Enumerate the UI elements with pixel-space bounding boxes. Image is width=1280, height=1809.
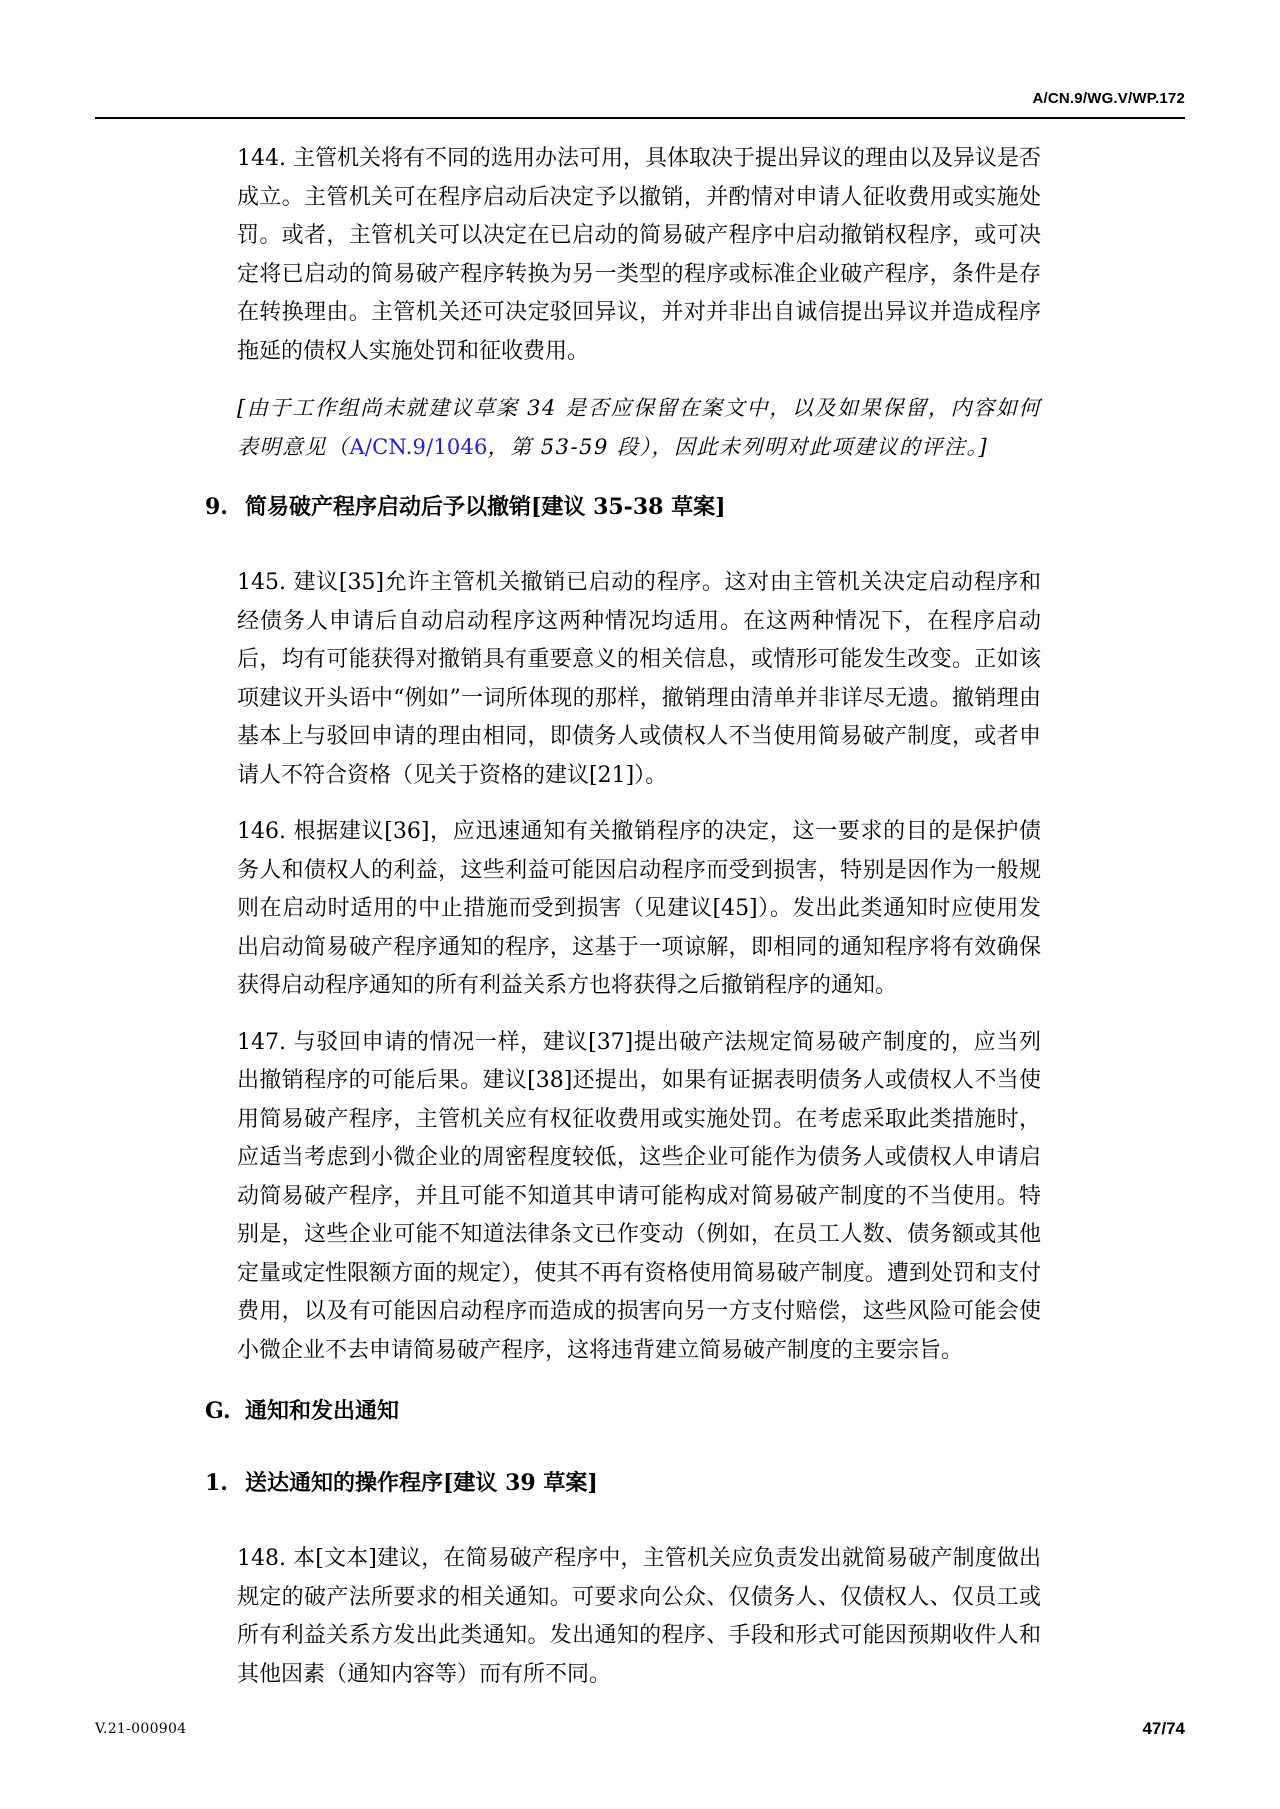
section-heading-9 [205, 492, 1041, 522]
header-rule [95, 117, 1185, 119]
document-body [205, 140, 1041, 1712]
section-title: 通知和发出通知 [245, 1398, 400, 1424]
page-number: 47/74 [1142, 1719, 1185, 1738]
section-number: G. [205, 1398, 231, 1424]
section-heading-1 [205, 1468, 1041, 1498]
editorial-note [237, 389, 1041, 466]
section-number: 1. [205, 1470, 228, 1496]
section-title: 送达通知的操作程序[建议 39 草案] [245, 1470, 598, 1496]
section-number: 9. [205, 494, 228, 520]
paragraph-148: 148. 本[文本]建议，在简易破产程序中，主管机关应负责发出就简易破产制度做出规定的破产法所要求的相关通知。可要求向公众、仅债务人、仅债权人、仅员工或所有利益关系方发出此类通知。发出通知的程序、手段和形式可能因预期收件人和其他因素（通知内容等）而有所不同。 [237, 1546, 1041, 1687]
paragraph-145: 145. 建议[35]允许主管机关撤销已启动的程序。这对由主管机关决定启动程序和经债务人申请后自动启动程序这两种情况均适用。在这两种情况下，在程序启动后，均有可能获得对撤销具有重要意义的相关信息，或情形可能发生改变。正如该项建议开头语中“例如”一词所体现的那样，撤销理由清单并非详尽无遗。撤销理由基本上与驳回申请的理由相同，即债务人或债权人不当使用简易破产制度，或者申请人不符合资格（见关于资格的建议[21]）。 [237, 570, 1041, 788]
document-symbol: A/CN.9/WG.V/WP.172 [1032, 90, 1185, 107]
section-title: 简易破产程序启动后予以撤销[建议 35-38 草案] [245, 494, 726, 520]
editorial-note-text-before: [由于工作组尚未就建议草案 34 是否应保留在案文中，以及如果保留，内容如何表明意见（ [237, 396, 1041, 459]
paragraph-144: 144. 主管机关将有不同的选用办法可用，具体取决于提出异议的理由以及异议是否成立。主管机关可在程序启动后决定予以撤销，并酌情对申请人征收费用或实施处罚。或者，主管机关可以决定在已启动的简易破产程序中启动撤销权程序，或可决定将已启动的简易破产程序转换为另一类型的程序或标准企业破产程序，条件是存在转换理由。主管机关还可决定驳回异议，并对并非出自诚信提出异议并造成程序拖延的债权人实施处罚和征收费用。 [237, 146, 1041, 364]
paragraph-147: 147. 与驳回申请的情况一样，建议[37]提出破产法规定简易破产制度的，应当列出撤销程序的可能后果。建议[38]还提出，如果有证据表明债务人或债权人不当使用简易破产程序，主管机关应有权征收费用或实施处罚。在考虑采取此类措施时，应适当考虑到小微企业的周密程度较低，这些企业可能作为债务人或债权人申请启动简易破产程序，并且可能不知道其申请可能构成对简易破产制度的不当使用。特别是，这些企业可能不知道法律条文已作变动（例如，在员工人数、债务额或其他定量或定性限额方面的规定），使其不再有资格使用简易破产制度。遭到处罚和支付费用，以及有可能因启动程序而造成的损害向另一方支付赔偿，这些风险可能会使小微企业不去申请简易破产程序，这将违背建立简易破产制度的主要宗旨。 [237, 1029, 1041, 1363]
section-heading-G [205, 1396, 1041, 1426]
job-number: V.21-000904 [95, 1721, 187, 1737]
paragraph-146: 146. 根据建议[36]，应迅速通知有关撤销程序的决定，这一要求的目的是保护债务人和债权人的利益，这些利益可能因启动程序而受到损害，特别是因作为一般规则在启动时适用的中止措施而受到损害（见建议[45]）。发出此类通知时应使用发出启动简易破产程序通知的程序，这基于一项谅解，即相同的通知程序将有效确保获得启动程序通知的所有利益关系方也将获得之后撤销程序的通知。 [237, 819, 1041, 998]
editorial-note-text-after: ，第 53-59 段），因此未列明对此项建议的评注。] [487, 434, 989, 459]
document-reference-link[interactable]: A/CN.9/1046 [349, 434, 488, 459]
